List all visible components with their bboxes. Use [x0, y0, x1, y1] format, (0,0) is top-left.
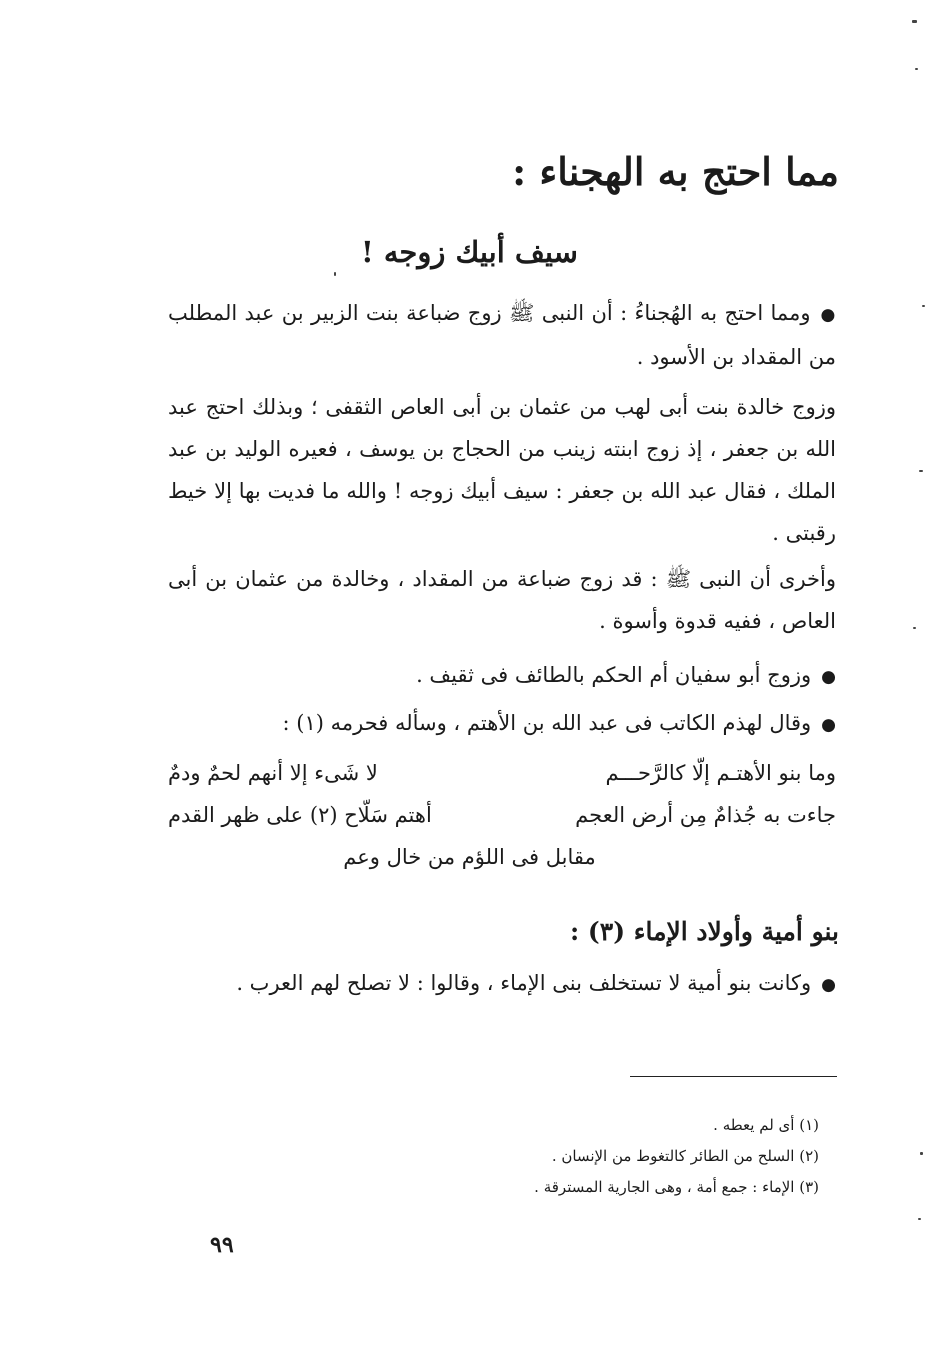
scan-speck	[912, 20, 917, 23]
footnote-1: (١) أى لم يعطه .	[713, 1116, 819, 1134]
footnote-divider	[630, 1076, 837, 1077]
paragraph-text: ومما احتج به الهُجناءُ : أن النبى ﷺ زوج ضباعة بنت الزبير بن عبد المطلب من المقداد بن الأسود .	[168, 301, 836, 369]
scan-speck	[913, 627, 916, 629]
footnote-2: (٢) السلح من الطائر كالتغوط من الإنسان .	[551, 1147, 819, 1165]
poem-line-3: مقابل فى اللؤم من خال وعم	[343, 845, 596, 869]
paragraph-4	[168, 654, 836, 698]
paragraph-text: وزوج أبو سفيان أم الحكم بالطائف فى ثقيف .	[416, 663, 812, 687]
scan-speck	[919, 470, 923, 472]
paragraph-text: وقال لهذم الكاتب فى عبد الله بن الأهتم ، وسأله فحرمه (١) :	[282, 711, 812, 735]
paragraph-1	[168, 292, 836, 378]
scan-speck	[334, 272, 336, 276]
bullet-icon: ●	[820, 305, 836, 325]
paragraph-2	[168, 386, 836, 554]
bullet-icon: ●	[821, 975, 836, 995]
scan-speck	[915, 68, 918, 70]
paragraph-5	[168, 702, 836, 746]
section-heading: بنو أمية وأولاد الإماء (٣) :	[570, 917, 839, 946]
poem-hemistich-left: أهتم سَلّاح (٢) على ظهر القدم	[168, 803, 432, 827]
paragraph-6	[168, 962, 836, 1006]
page-number: ٩٩	[210, 1232, 234, 1258]
scan-speck	[918, 1218, 921, 1220]
paragraph-text: وأخرى أن النبى ﷺ : قد زوج ضباعة من المقداد ، وخالدة من عثمان بن أبى العاص ، ففيه قدوة وأسوة .	[168, 567, 836, 633]
paragraph-text: وزوج خالدة بنت أبى لهب من عثمان بن أبى العاص الثقفى ؛ وبذلك احتج عبد الله بن جعفر ، إذ زوج ابنته زينب من الحجاج بن يوسف ، فعيره الوليد بن عبد الملك ، فقال عبد الله بن جعفر : سيف أبيك زوجه ! والله ما فديت بها إلا خيط رقبتى .	[168, 395, 836, 545]
paragraph-text: وكانت بنو أمية لا تستخلف بنى الإماء ، وقالوا : لا تصلح لهم العرب .	[236, 971, 812, 995]
section-subtitle: سيف أبيك زوجه !	[361, 235, 578, 269]
page-title: مما احتج به الهجناء :	[512, 149, 839, 194]
poem-hemistich-right: وما بنو الأهتـم إلّا كالرَّحـــم	[605, 761, 836, 785]
poem-hemistich-left: لا شَىء إلا أنهم لحمٌ ودمٌ	[168, 761, 378, 785]
footnote-3: (٣) الإماء : جمع أمة ، وهى الجارية المسترقة .	[534, 1178, 819, 1196]
bullet-icon: ●	[821, 715, 836, 735]
scan-speck	[922, 305, 925, 307]
scan-speck	[920, 1152, 923, 1155]
paragraph-3	[168, 558, 836, 642]
bullet-icon: ●	[821, 667, 836, 687]
poem-hemistich-right: جاءت به جُذامٌ مِن أرض العجم	[575, 803, 836, 827]
